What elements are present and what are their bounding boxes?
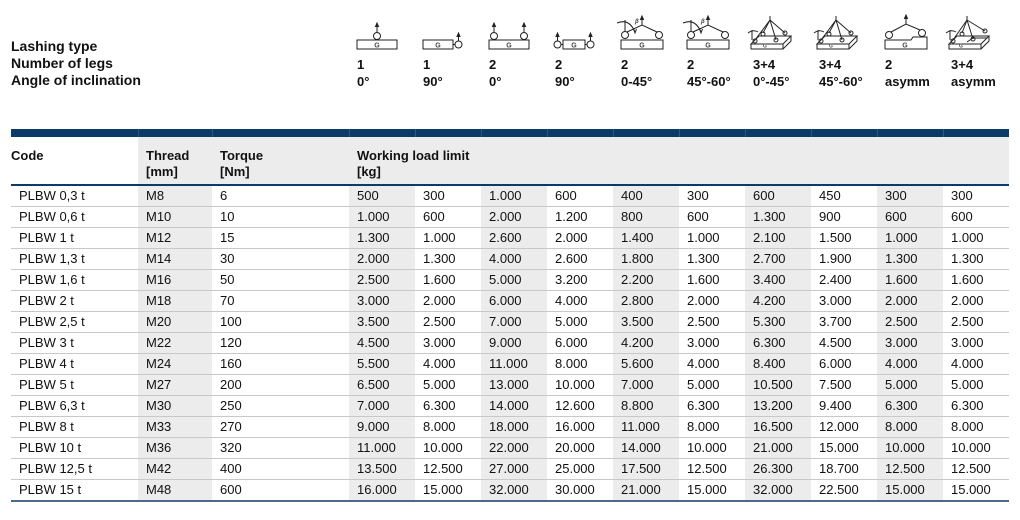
wll-cell: 1.300 (349, 228, 415, 249)
svg-text:G: G (705, 42, 711, 50)
wll-cell: 1.000 (349, 207, 415, 228)
header-torque-label: Torque (220, 148, 264, 163)
wll-cell: 22.000 (481, 438, 547, 459)
wll-cell: 300 (943, 185, 1009, 207)
table-row (11, 459, 1009, 480)
svg-text:G: G (639, 42, 645, 50)
wll-cell: 2.000 (415, 291, 481, 312)
wll-cell: 1.000 (481, 185, 547, 207)
wll-cell: 450 (811, 185, 877, 207)
wll-cell: 8.000 (877, 417, 943, 438)
lashing-type-label: Lashing type (11, 38, 98, 54)
svg-text:G: G (571, 42, 577, 50)
torque-cell: 320 (212, 438, 349, 459)
wll-cell: 20.000 (547, 438, 613, 459)
wll-cell: 600 (745, 185, 811, 207)
wll-cell: 2.000 (547, 228, 613, 249)
wll-cell: 16.500 (745, 417, 811, 438)
svg-text:G: G (829, 43, 833, 50)
wll-cell: 1.000 (415, 228, 481, 249)
wll-cell: 21.000 (745, 438, 811, 459)
lashing-type-7 (745, 14, 811, 90)
wll-cell: 7.000 (349, 396, 415, 417)
wll-cell: 1.300 (679, 249, 745, 270)
lashing-type-4 (547, 14, 613, 90)
wll-cell: 500 (349, 185, 415, 207)
wll-cell: 13.200 (745, 396, 811, 417)
wll-cell: 14.000 (481, 396, 547, 417)
wll-cell: 9.000 (481, 333, 547, 354)
wll-cell: 16.000 (349, 480, 415, 502)
wll-cell: 6.300 (877, 396, 943, 417)
wll-cell: 10.000 (547, 375, 613, 396)
wll-cell: 800 (613, 207, 679, 228)
thread-cell: M24 (138, 354, 212, 375)
thread-cell: M27 (138, 375, 212, 396)
lashing-1-leg-0deg-icon (349, 14, 415, 54)
wll-cell: 14.000 (613, 438, 679, 459)
table-row (11, 438, 1009, 459)
angle-value: 90° (555, 74, 575, 89)
legs-value: 1 (423, 57, 431, 72)
thread-cell: M42 (138, 459, 212, 480)
wll-cell: 4.000 (679, 354, 745, 375)
lashing-type-8 (811, 14, 877, 90)
table-body (11, 185, 1009, 501)
wll-cell: 2.500 (877, 312, 943, 333)
wll-cell: 600 (547, 185, 613, 207)
wll-cell: 300 (877, 185, 943, 207)
wll-cell: 5.300 (745, 312, 811, 333)
working-load-limit-table (11, 129, 1009, 502)
svg-text:G: G (763, 43, 767, 50)
wll-cell: 4.500 (811, 333, 877, 354)
wll-cell: 4.000 (415, 354, 481, 375)
wll-cell: 3.000 (415, 333, 481, 354)
lashing-labels (11, 38, 141, 89)
wll-cell: 1.600 (415, 270, 481, 291)
wll-cell: 3.700 (811, 312, 877, 333)
wll-cell: 2.000 (943, 291, 1009, 312)
angle-value: 0° (489, 74, 502, 89)
svg-text:G: G (902, 42, 908, 50)
torque-cell: 160 (212, 354, 349, 375)
code-cell: PLBW 2 t (11, 291, 138, 312)
lashing-3-4-legs-0-45deg-icon (745, 14, 811, 54)
thread-cell: M16 (138, 270, 212, 291)
angle-of-inclination-label: Angle of inclination (11, 72, 141, 88)
wll-cell: 2.500 (415, 312, 481, 333)
table-row (11, 333, 1009, 354)
header-code (11, 137, 138, 185)
wll-cell: 300 (679, 185, 745, 207)
wll-cell: 8.000 (415, 417, 481, 438)
wll-cell: 32.000 (481, 480, 547, 502)
wll-cell: 3.000 (349, 291, 415, 312)
wll-cell: 2.500 (349, 270, 415, 291)
svg-text:G: G (959, 43, 963, 50)
lashing-1-leg-90deg-icon (415, 14, 481, 54)
table-row (11, 375, 1009, 396)
thread-cell: M14 (138, 249, 212, 270)
header-torque-unit: [Nm] (220, 164, 250, 179)
svg-text:β: β (635, 19, 639, 25)
wll-cell: 1.600 (943, 270, 1009, 291)
wll-cell: 6.500 (349, 375, 415, 396)
header-thread (138, 137, 212, 185)
wll-cell: 2.800 (613, 291, 679, 312)
wll-cell: 4.000 (877, 354, 943, 375)
wll-cell: 11.000 (481, 354, 547, 375)
svg-text:G: G (374, 42, 380, 50)
lashing-type-3 (481, 14, 547, 90)
wll-cell: 6.000 (547, 333, 613, 354)
thread-cell: M20 (138, 312, 212, 333)
table-row (11, 185, 1009, 207)
svg-text:G: G (506, 42, 512, 50)
wll-cell: 1.300 (415, 249, 481, 270)
table-row (11, 312, 1009, 333)
wll-cell: 11.000 (613, 417, 679, 438)
wll-cell: 10.000 (877, 438, 943, 459)
table-header-row (11, 137, 1009, 185)
wll-cell: 22.500 (811, 480, 877, 502)
angle-value: 0°-45° (753, 74, 790, 89)
wll-cell: 15.000 (943, 480, 1009, 502)
legs-value: 3+4 (951, 57, 974, 72)
wll-cell: 8.000 (679, 417, 745, 438)
code-cell: PLBW 2,5 t (11, 312, 138, 333)
angle-value: 0-45° (621, 74, 653, 89)
thread-cell: M48 (138, 480, 212, 502)
wll-cell: 6.300 (745, 333, 811, 354)
wll-cell: 8.000 (943, 417, 1009, 438)
wll-cell: 18.000 (481, 417, 547, 438)
code-cell: PLBW 10 t (11, 438, 138, 459)
table-row (11, 396, 1009, 417)
wll-cell: 900 (811, 207, 877, 228)
wll-cell: 13.000 (481, 375, 547, 396)
wll-cell: 6.300 (415, 396, 481, 417)
wll-cell: 12.500 (943, 459, 1009, 480)
wll-cell: 25.000 (547, 459, 613, 480)
wll-cell: 8.400 (745, 354, 811, 375)
torque-cell: 200 (212, 375, 349, 396)
wll-cell: 17.500 (613, 459, 679, 480)
wll-cell: 15.000 (679, 480, 745, 502)
wll-cell: 11.000 (349, 438, 415, 459)
thread-cell: M10 (138, 207, 212, 228)
code-cell: PLBW 5 t (11, 375, 138, 396)
table-row (11, 228, 1009, 249)
wll-cell: 32.000 (745, 480, 811, 502)
header-torque (212, 137, 349, 185)
table-row (11, 270, 1009, 291)
torque-cell: 120 (212, 333, 349, 354)
wll-cell: 300 (415, 185, 481, 207)
lashing-2-legs-0-45deg-icon (613, 14, 679, 54)
thread-cell: M18 (138, 291, 212, 312)
wll-cell: 2.700 (745, 249, 811, 270)
table-row (11, 207, 1009, 228)
wll-cell: 1.300 (745, 207, 811, 228)
angle-value: asymm (951, 74, 996, 89)
lashing-type-9 (877, 14, 943, 90)
wll-cell: 16.000 (547, 417, 613, 438)
wll-cell: 5.000 (415, 375, 481, 396)
wll-cell: 2.000 (679, 291, 745, 312)
wll-cell: 2.000 (481, 207, 547, 228)
wll-cell: 3.500 (349, 312, 415, 333)
header-wll-label: Working load limit (357, 148, 470, 163)
wll-cell: 3.000 (877, 333, 943, 354)
wll-cell: 30.000 (547, 480, 613, 502)
wll-cell: 10.000 (415, 438, 481, 459)
lashing-type-2 (415, 14, 481, 90)
wll-cell: 6.300 (679, 396, 745, 417)
wll-cell: 10.000 (943, 438, 1009, 459)
wll-cell: 15.000 (415, 480, 481, 502)
wll-cell: 400 (613, 185, 679, 207)
table-row (11, 291, 1009, 312)
code-cell: PLBW 1 t (11, 228, 138, 249)
angle-value: 90° (423, 74, 443, 89)
torque-cell: 50 (212, 270, 349, 291)
wll-cell: 1.600 (877, 270, 943, 291)
wll-cell: 4.500 (349, 333, 415, 354)
wll-cell: 27.000 (481, 459, 547, 480)
code-cell: PLBW 1,3 t (11, 249, 138, 270)
wll-cell: 2.000 (349, 249, 415, 270)
lashing-2-legs-90deg-icon (547, 14, 613, 54)
wll-cell: 2.600 (547, 249, 613, 270)
wll-cell: 1.000 (943, 228, 1009, 249)
wll-cell: 2.500 (679, 312, 745, 333)
wll-cell: 3.000 (811, 291, 877, 312)
wll-cell: 5.000 (547, 312, 613, 333)
wll-cell: 3.400 (745, 270, 811, 291)
wll-cell: 10.000 (679, 438, 745, 459)
table-row (11, 249, 1009, 270)
thread-cell: M8 (138, 185, 212, 207)
torque-cell: 100 (212, 312, 349, 333)
code-cell: PLBW 0,6 t (11, 207, 138, 228)
legs-value: 2 (555, 57, 563, 72)
wll-cell: 21.000 (613, 480, 679, 502)
header-band (11, 129, 1009, 137)
torque-cell: 70 (212, 291, 349, 312)
code-cell: PLBW 3 t (11, 333, 138, 354)
wll-cell: 7.500 (811, 375, 877, 396)
wll-cell: 3.000 (679, 333, 745, 354)
lashing-3-4-legs-45-60deg-icon (811, 14, 877, 54)
wll-cell: 4.000 (943, 354, 1009, 375)
wll-cell: 2.500 (943, 312, 1009, 333)
wll-cell: 600 (943, 207, 1009, 228)
legs-value: 2 (687, 57, 695, 72)
code-cell: PLBW 0,3 t (11, 185, 138, 207)
wll-cell: 12.500 (415, 459, 481, 480)
wll-cell: 5.600 (613, 354, 679, 375)
wll-cell: 12.500 (679, 459, 745, 480)
wll-cell: 1.500 (811, 228, 877, 249)
wll-cell: 6.000 (811, 354, 877, 375)
code-cell: PLBW 8 t (11, 417, 138, 438)
thread-cell: M12 (138, 228, 212, 249)
wll-cell: 6.000 (481, 291, 547, 312)
table-row (11, 354, 1009, 375)
code-cell: PLBW 6,3 t (11, 396, 138, 417)
wll-cell: 4.000 (481, 249, 547, 270)
torque-cell: 250 (212, 396, 349, 417)
lashing-type-5 (613, 14, 679, 90)
wll-cell: 1.900 (811, 249, 877, 270)
torque-cell: 270 (212, 417, 349, 438)
wll-cell: 2.400 (811, 270, 877, 291)
header-thread-label: Thread (146, 148, 190, 163)
code-cell: PLBW 15 t (11, 480, 138, 502)
table-row (11, 417, 1009, 438)
wll-cell: 9.400 (811, 396, 877, 417)
wll-cell: 1.300 (943, 249, 1009, 270)
wll-cell: 13.500 (349, 459, 415, 480)
wll-cell: 2.200 (613, 270, 679, 291)
torque-cell: 6 (212, 185, 349, 207)
wll-cell: 1.300 (877, 249, 943, 270)
wll-cell: 4.200 (745, 291, 811, 312)
wll-cell: 15.000 (811, 438, 877, 459)
wll-cell: 2.600 (481, 228, 547, 249)
wll-cell: 7.000 (613, 375, 679, 396)
wll-cell: 5.000 (679, 375, 745, 396)
torque-cell: 30 (212, 249, 349, 270)
wll-cell: 15.000 (877, 480, 943, 502)
lashing-type-6 (679, 14, 745, 90)
legs-value: 2 (885, 57, 893, 72)
wll-cell: 8.800 (613, 396, 679, 417)
wll-cell: 600 (679, 207, 745, 228)
wll-cell: 2.100 (745, 228, 811, 249)
wll-cell: 5.500 (349, 354, 415, 375)
torque-cell: 10 (212, 207, 349, 228)
torque-cell: 600 (212, 480, 349, 502)
wll-cell: 600 (415, 207, 481, 228)
legs-value: 1 (357, 57, 365, 72)
wll-cell: 1.000 (877, 228, 943, 249)
lashing-3-4-legs-asymm-icon (943, 14, 1009, 54)
wll-cell: 1.800 (613, 249, 679, 270)
code-cell: PLBW 1,6 t (11, 270, 138, 291)
thread-cell: M30 (138, 396, 212, 417)
angle-value: asymm (885, 74, 930, 89)
header-wll (349, 137, 1009, 185)
code-cell: PLBW 4 t (11, 354, 138, 375)
wll-cell: 18.700 (811, 459, 877, 480)
table-row (11, 480, 1009, 502)
wll-cell: 3.200 (547, 270, 613, 291)
angle-value: 45°-60° (819, 74, 863, 89)
lashing-2-legs-0deg-icon (481, 14, 547, 54)
header-wll-unit: [kg] (357, 164, 381, 179)
svg-text:β: β (701, 19, 705, 25)
wll-cell: 3.000 (943, 333, 1009, 354)
wll-cell: 7.000 (481, 312, 547, 333)
wll-cell: 5.000 (943, 375, 1009, 396)
wll-cell: 5.000 (877, 375, 943, 396)
lashing-type-1 (349, 14, 415, 90)
wll-cell: 1.200 (547, 207, 613, 228)
legs-value: 3+4 (753, 57, 776, 72)
wll-cell: 1.600 (679, 270, 745, 291)
wll-cell: 600 (877, 207, 943, 228)
svg-text:G: G (435, 42, 441, 50)
wll-cell: 10.500 (745, 375, 811, 396)
wll-cell: 2.000 (877, 291, 943, 312)
lashing-2-legs-asymm-icon (877, 14, 943, 54)
code-cell: PLBW 12,5 t (11, 459, 138, 480)
torque-cell: 15 (212, 228, 349, 249)
wll-cell: 12.600 (547, 396, 613, 417)
wll-cell: 1.000 (679, 228, 745, 249)
torque-cell: 400 (212, 459, 349, 480)
header-code-label: Code (11, 148, 44, 163)
wll-cell: 12.500 (877, 459, 943, 480)
thread-cell: M36 (138, 438, 212, 459)
legs-value: 3+4 (819, 57, 842, 72)
wll-cell: 12.000 (811, 417, 877, 438)
wll-cell: 1.400 (613, 228, 679, 249)
wll-cell: 5.000 (481, 270, 547, 291)
angle-value: 0° (357, 74, 370, 89)
lashing-2-legs-45-60deg-icon (679, 14, 745, 54)
wll-cell: 4.200 (613, 333, 679, 354)
angle-value: 45°-60° (687, 74, 731, 89)
wll-cell: 9.000 (349, 417, 415, 438)
thread-cell: M22 (138, 333, 212, 354)
lashing-type-10 (943, 14, 1009, 90)
header-thread-unit: [mm] (146, 164, 178, 179)
wll-cell: 6.300 (943, 396, 1009, 417)
wll-cell: 26.300 (745, 459, 811, 480)
legs-value: 2 (489, 57, 497, 72)
wll-cell: 3.500 (613, 312, 679, 333)
wll-cell: 8.000 (547, 354, 613, 375)
number-of-legs-label: Number of legs (11, 55, 113, 71)
thread-cell: M33 (138, 417, 212, 438)
legs-value: 2 (621, 57, 629, 72)
wll-cell: 4.000 (547, 291, 613, 312)
